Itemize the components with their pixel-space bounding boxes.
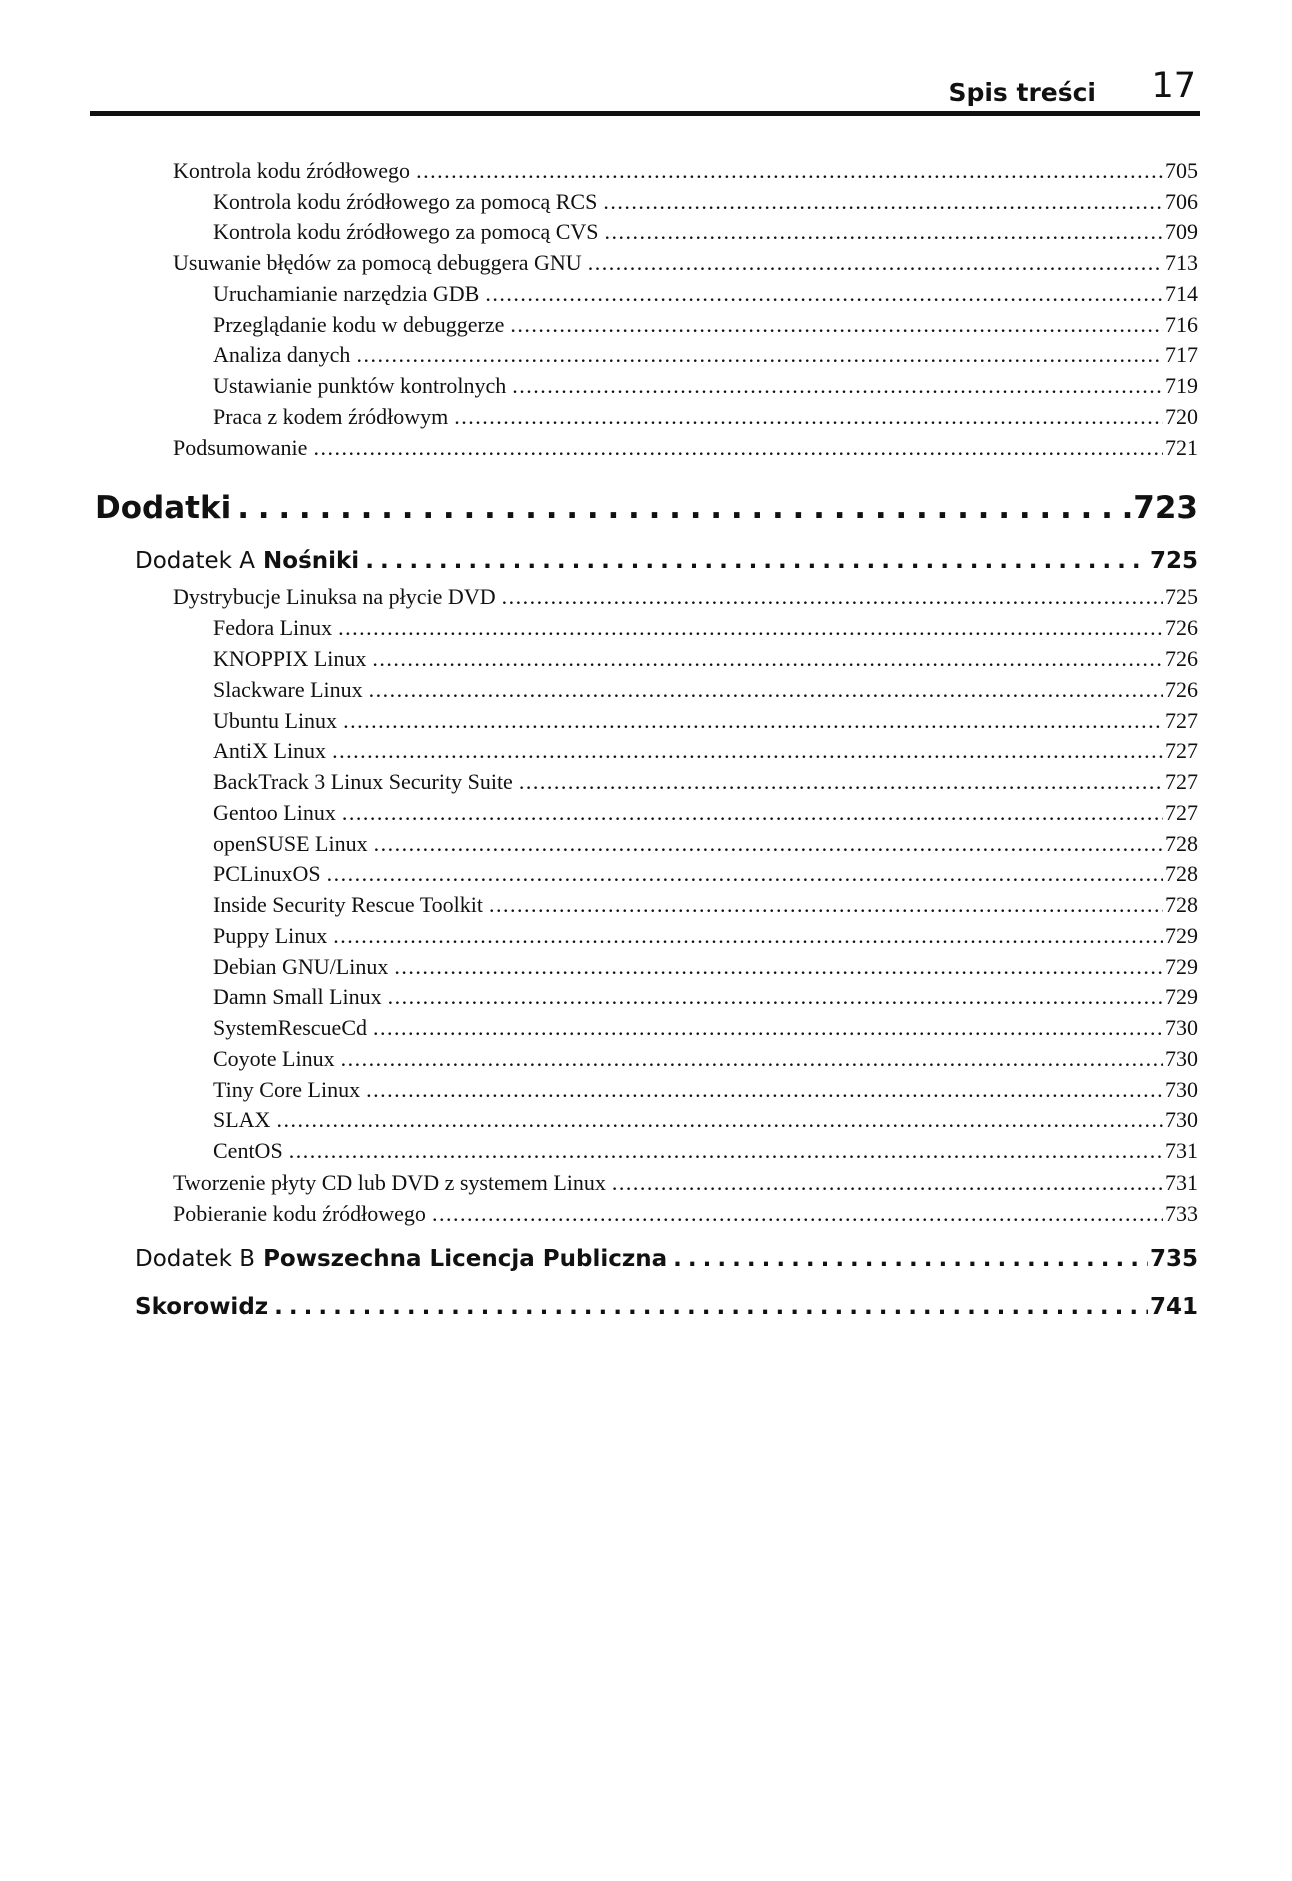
dot-leader xyxy=(341,1046,1163,1072)
dot-leader xyxy=(588,250,1163,276)
toc-entry[interactable]: Kontrola kodu źródłowego . . . 705 xyxy=(173,158,1198,184)
dot-leader xyxy=(612,1170,1163,1196)
toc-page: 721 xyxy=(1165,435,1198,460)
toc-entry[interactable]: Damn Small Linux . . . 729 xyxy=(213,984,1198,1010)
dot-leader xyxy=(372,646,1163,672)
toc-page: 725 xyxy=(1165,584,1198,609)
toc-entry[interactable]: Debian GNU/Linux . . . 729 xyxy=(213,954,1198,980)
toc-page: 728 xyxy=(1165,892,1198,917)
toc-entry[interactable]: Tiny Core Linux . . . 730 xyxy=(213,1077,1198,1103)
dot-leader xyxy=(519,769,1163,795)
dot-leader xyxy=(369,677,1163,703)
dot-leader xyxy=(289,1138,1163,1164)
toc-page: 730 xyxy=(1165,1077,1198,1102)
toc-entry[interactable]: Kontrola kodu źródłowego za pomocą CVS . . . 709 xyxy=(213,219,1198,245)
toc-entry[interactable]: PCLinuxOS . . . 728 xyxy=(213,861,1198,887)
toc-page: 706 xyxy=(1165,189,1198,214)
toc-chapter[interactable]: Skorowidz . . . 741 xyxy=(135,1294,1198,1320)
dot-leader xyxy=(603,189,1163,215)
dot-leader xyxy=(374,831,1163,857)
toc-page: 729 xyxy=(1165,984,1198,1009)
toc-entry[interactable]: Podsumowanie . . . 721 xyxy=(173,435,1198,461)
dot-leader xyxy=(388,984,1163,1010)
dot-leader xyxy=(237,490,1131,526)
toc-page: 726 xyxy=(1165,615,1198,640)
dot-leader xyxy=(356,342,1163,368)
dot-leader xyxy=(313,435,1163,461)
toc-page: 726 xyxy=(1165,677,1198,702)
dot-leader xyxy=(485,281,1163,307)
dot-leader xyxy=(373,1015,1163,1041)
toc-page: 720 xyxy=(1165,404,1198,429)
toc-entry[interactable]: Inside Security Rescue Toolkit . . . 728 xyxy=(213,892,1198,918)
toc-entry[interactable]: Puppy Linux . . . 729 xyxy=(213,923,1198,949)
toc-page: 731 xyxy=(1165,1170,1198,1195)
header-rule xyxy=(90,111,1200,116)
toc-entry[interactable]: CentOS . . . 731 xyxy=(213,1138,1198,1164)
dot-leader xyxy=(432,1201,1163,1227)
dot-leader xyxy=(366,1077,1163,1103)
toc-entry[interactable]: Ustawianie punktów kontrolnych . . . 719 xyxy=(213,373,1198,399)
toc-page: 727 xyxy=(1165,800,1198,825)
dot-leader xyxy=(327,861,1163,887)
toc-page: 730 xyxy=(1165,1107,1198,1132)
dot-leader xyxy=(333,923,1163,949)
toc-entry[interactable]: SLAX . . . 730 xyxy=(213,1107,1198,1133)
dot-leader xyxy=(343,708,1163,734)
dot-leader xyxy=(332,738,1163,764)
dot-leader xyxy=(489,892,1163,918)
toc-page: 723 xyxy=(1133,490,1198,526)
toc-entry[interactable]: Przeglądanie kodu w debuggerze . . . 716 xyxy=(213,312,1198,338)
toc-page: 716 xyxy=(1165,312,1198,337)
toc-page: 726 xyxy=(1165,646,1198,671)
running-header xyxy=(90,64,1200,116)
toc-entry[interactable]: Dystrybucje Linuksa na płycie DVD . . . 725 xyxy=(173,584,1198,610)
toc-page: 733 xyxy=(1165,1201,1198,1226)
dot-leader xyxy=(502,584,1163,610)
dot-leader xyxy=(510,312,1163,338)
dot-leader xyxy=(454,404,1163,430)
toc-page: 717 xyxy=(1165,342,1198,367)
toc-page: 731 xyxy=(1165,1138,1198,1163)
toc-page: 727 xyxy=(1165,738,1198,763)
toc-entry[interactable]: Fedora Linux . . . 726 xyxy=(213,615,1198,641)
dot-leader xyxy=(342,800,1163,826)
dot-leader xyxy=(416,158,1163,184)
toc-entry[interactable]: SystemRescueCd . . . 730 xyxy=(213,1015,1198,1041)
toc-entry[interactable]: Tworzenie płyty CD lub DVD z systemem Linux . . . 731 xyxy=(173,1170,1198,1196)
toc-entry[interactable]: Gentoo Linux . . . 727 xyxy=(213,800,1198,826)
dot-leader xyxy=(276,1107,1163,1133)
toc-page: 728 xyxy=(1165,861,1198,886)
toc-entry[interactable]: Kontrola kodu źródłowego za pomocą RCS . . . 706 xyxy=(213,189,1198,215)
toc-page: 705 xyxy=(1165,158,1198,183)
toc-entry[interactable]: BackTrack 3 Linux Security Suite . . . 727 xyxy=(213,769,1198,795)
toc-page: 727 xyxy=(1165,708,1198,733)
toc-entry[interactable]: Coyote Linux . . . 730 xyxy=(213,1046,1198,1072)
toc-page: 728 xyxy=(1165,831,1198,856)
toc-entry[interactable]: Slackware Linux . . . 726 xyxy=(213,677,1198,703)
dot-leader xyxy=(338,615,1163,641)
toc-entry[interactable]: KNOPPIX Linux . . . 726 xyxy=(213,646,1198,672)
toc-entry[interactable]: AntiX Linux . . . 727 xyxy=(213,738,1198,764)
dot-leader xyxy=(365,548,1148,574)
toc-entry[interactable]: Ubuntu Linux . . . 727 xyxy=(213,708,1198,734)
toc-entry[interactable]: Analiza danych . . . 717 xyxy=(213,342,1198,368)
page-number: 17 xyxy=(1151,66,1196,106)
toc-part[interactable]: Dodatki . . . 723 xyxy=(95,490,1198,526)
toc-page: 729 xyxy=(1165,923,1198,948)
toc-page: 729 xyxy=(1165,954,1198,979)
toc-entry[interactable]: Pobieranie kodu źródłowego . . . 733 xyxy=(173,1201,1198,1227)
toc-page: 719 xyxy=(1165,373,1198,398)
toc-page: 714 xyxy=(1165,281,1198,306)
toc-page: 727 xyxy=(1165,769,1198,794)
dot-leader xyxy=(605,219,1163,245)
dot-leader xyxy=(394,954,1163,980)
toc-page: 730 xyxy=(1165,1015,1198,1040)
toc-entry[interactable]: Praca z kodem źródłowym . . . 720 xyxy=(213,404,1198,430)
toc-page: 741 xyxy=(1149,1294,1198,1320)
toc-chapter[interactable]: Dodatek A Nośniki . . . 725 xyxy=(135,548,1198,574)
toc-page: 725 xyxy=(1149,548,1198,574)
dot-leader xyxy=(274,1294,1148,1320)
toc-chapter[interactable]: Dodatek B Powszechna Licencja Publiczna . . . 735 xyxy=(135,1246,1198,1272)
toc-entry[interactable]: Usuwanie błędów za pomocą debuggera GNU . . . 713 xyxy=(173,250,1198,276)
toc-page: 709 xyxy=(1165,219,1198,244)
toc-page: 730 xyxy=(1165,1046,1198,1071)
toc-entry[interactable]: Uruchamianie narzędzia GDB . . . 714 xyxy=(213,281,1198,307)
toc-page: 735 xyxy=(1149,1246,1198,1272)
dot-leader xyxy=(673,1246,1148,1272)
toc-entry[interactable]: openSUSE Linux . . . 728 xyxy=(213,831,1198,857)
header-title: Spis treści xyxy=(948,78,1096,107)
dot-leader xyxy=(512,373,1163,399)
toc-page: 713 xyxy=(1165,250,1198,275)
